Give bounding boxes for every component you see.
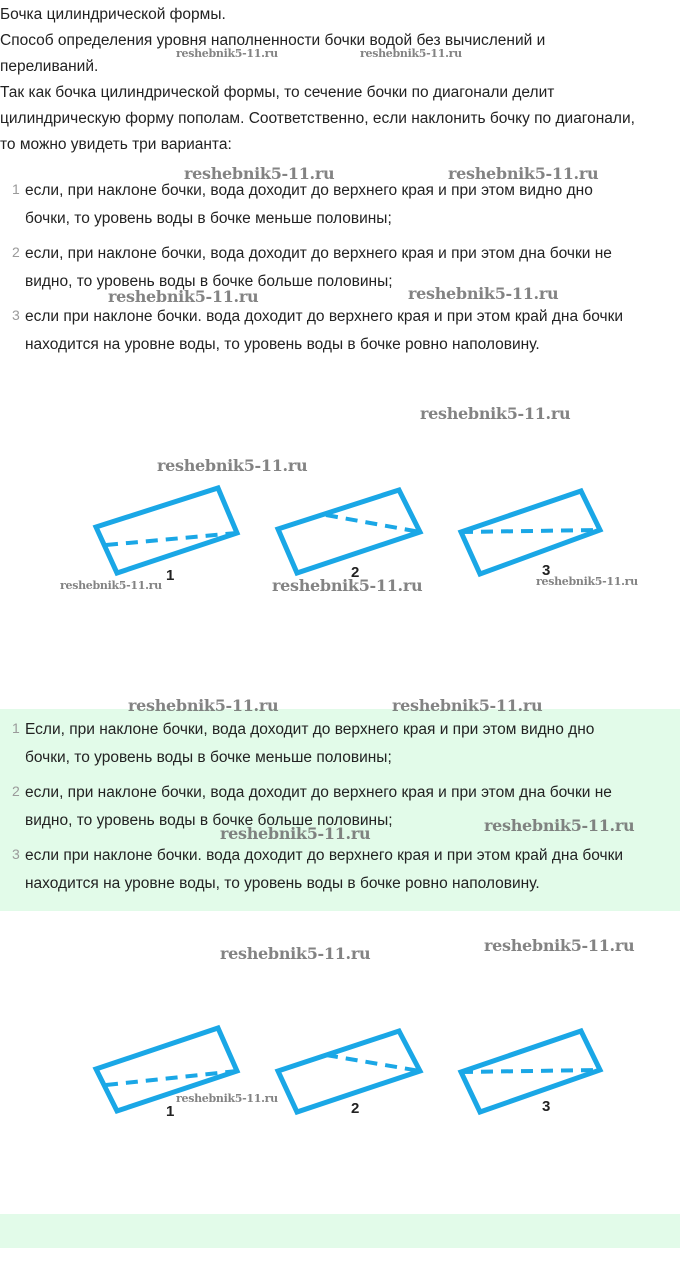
barrel-3 bbox=[461, 1031, 600, 1115]
answer-block-footer bbox=[0, 1214, 680, 1248]
watermark: reshebnik5-11.ru bbox=[484, 936, 635, 955]
watermark: reshebnik5-11.ru bbox=[448, 164, 599, 183]
watermark: reshebnik5-11.ru bbox=[220, 944, 371, 963]
watermark: reshebnik5-11.ru bbox=[272, 576, 423, 595]
barrel-3 bbox=[461, 491, 600, 579]
list-number: 3 bbox=[12, 307, 20, 323]
barrel-2 bbox=[278, 1031, 420, 1117]
list-text-line-1: если, при наклоне бочки, вода доходит до верхнего края и при этом дна бочки не bbox=[25, 245, 612, 262]
explain-line-1: Так как бочка цилиндрической формы, то сечение бочки по диагонали делит bbox=[0, 84, 555, 101]
watermark: reshebnik5-11.ru bbox=[536, 575, 638, 588]
list-text-line-2: находится на уровне воды, то уровень воды в бочке ровно наполовину. bbox=[25, 875, 540, 892]
list-number: 1 bbox=[12, 720, 20, 736]
barrel-2 bbox=[278, 490, 420, 581]
watermark: reshebnik5-11.ru bbox=[176, 47, 278, 60]
intro-title: Бочка цилиндрической формы. bbox=[0, 6, 226, 23]
list-number: 2 bbox=[12, 244, 20, 260]
barrel-label: 3 bbox=[542, 562, 551, 579]
watermark: reshebnik5-11.ru bbox=[360, 47, 462, 60]
list-text-line-2: находится на уровне воды, то уровень воды в бочке ровно наполовину. bbox=[25, 336, 540, 353]
list-text-line-2: бочки, то уровень воды в бочке меньше половины; bbox=[25, 210, 392, 227]
watermark: reshebnik5-11.ru bbox=[484, 816, 635, 835]
barrel-label: 2 bbox=[351, 564, 360, 581]
watermark: reshebnik5-11.ru bbox=[60, 579, 162, 592]
watermark: reshebnik5-11.ru bbox=[176, 1092, 278, 1105]
list-text-line-2: видно, то уровень воды в бочке больше половины; bbox=[25, 273, 393, 290]
list-text-line-1: если при наклоне бочки. вода доходит до верхнего края и при этом край дна бочки bbox=[25, 308, 624, 325]
explain-line-3: то можно увидеть три варианта: bbox=[0, 136, 232, 153]
list-text-line-1: если, при наклоне бочки, вода доходит до верхнего края и при этом видно дно bbox=[25, 182, 593, 199]
list-text-line-2: бочки, то уровень воды в бочке меньше половины; bbox=[25, 749, 392, 766]
watermark: reshebnik5-11.ru bbox=[128, 696, 279, 715]
watermark: reshebnik5-11.ru bbox=[420, 404, 571, 423]
barrels-diagram-2 bbox=[0, 1013, 680, 1143]
watermark: reshebnik5-11.ru bbox=[108, 287, 259, 306]
list-number: 2 bbox=[12, 783, 20, 799]
barrel-label: 3 bbox=[542, 1098, 551, 1115]
watermark: reshebnik5-11.ru bbox=[157, 456, 308, 475]
method-line-2: переливаний. bbox=[0, 58, 99, 75]
list-text-line-1: если, при наклоне бочки, вода доходит до верхнего края и при этом дна бочки не bbox=[25, 784, 612, 801]
watermark: reshebnik5-11.ru bbox=[408, 284, 559, 303]
list-number: 1 bbox=[12, 181, 20, 197]
watermark: reshebnik5-11.ru bbox=[392, 696, 543, 715]
barrel-label: 1 bbox=[166, 1103, 175, 1120]
watermark: reshebnik5-11.ru bbox=[220, 824, 371, 843]
explain-line-2: цилиндрическую форму пополам. Соответственно, если наклонить бочку по диагонали, bbox=[0, 110, 635, 127]
watermark: reshebnik5-11.ru bbox=[184, 164, 335, 183]
list-text-line-1: если при наклоне бочки. вода доходит до верхнего края и при этом край дна бочки bbox=[25, 847, 624, 864]
barrel-label: 1 bbox=[166, 567, 175, 584]
barrel-1 bbox=[96, 488, 237, 584]
list-number: 3 bbox=[12, 846, 20, 862]
barrel-1 bbox=[96, 1028, 237, 1120]
list-text-line-2: видно, то уровень воды в бочке больше половины; bbox=[25, 812, 393, 829]
barrel-label: 2 bbox=[351, 1100, 360, 1117]
list-text-line-1: Если, при наклоне бочки, вода доходит до верхнего края и при этом видно дно bbox=[25, 721, 595, 738]
method-line-1: Способ определения уровня наполненности бочки водой без вычислений и bbox=[0, 32, 546, 49]
